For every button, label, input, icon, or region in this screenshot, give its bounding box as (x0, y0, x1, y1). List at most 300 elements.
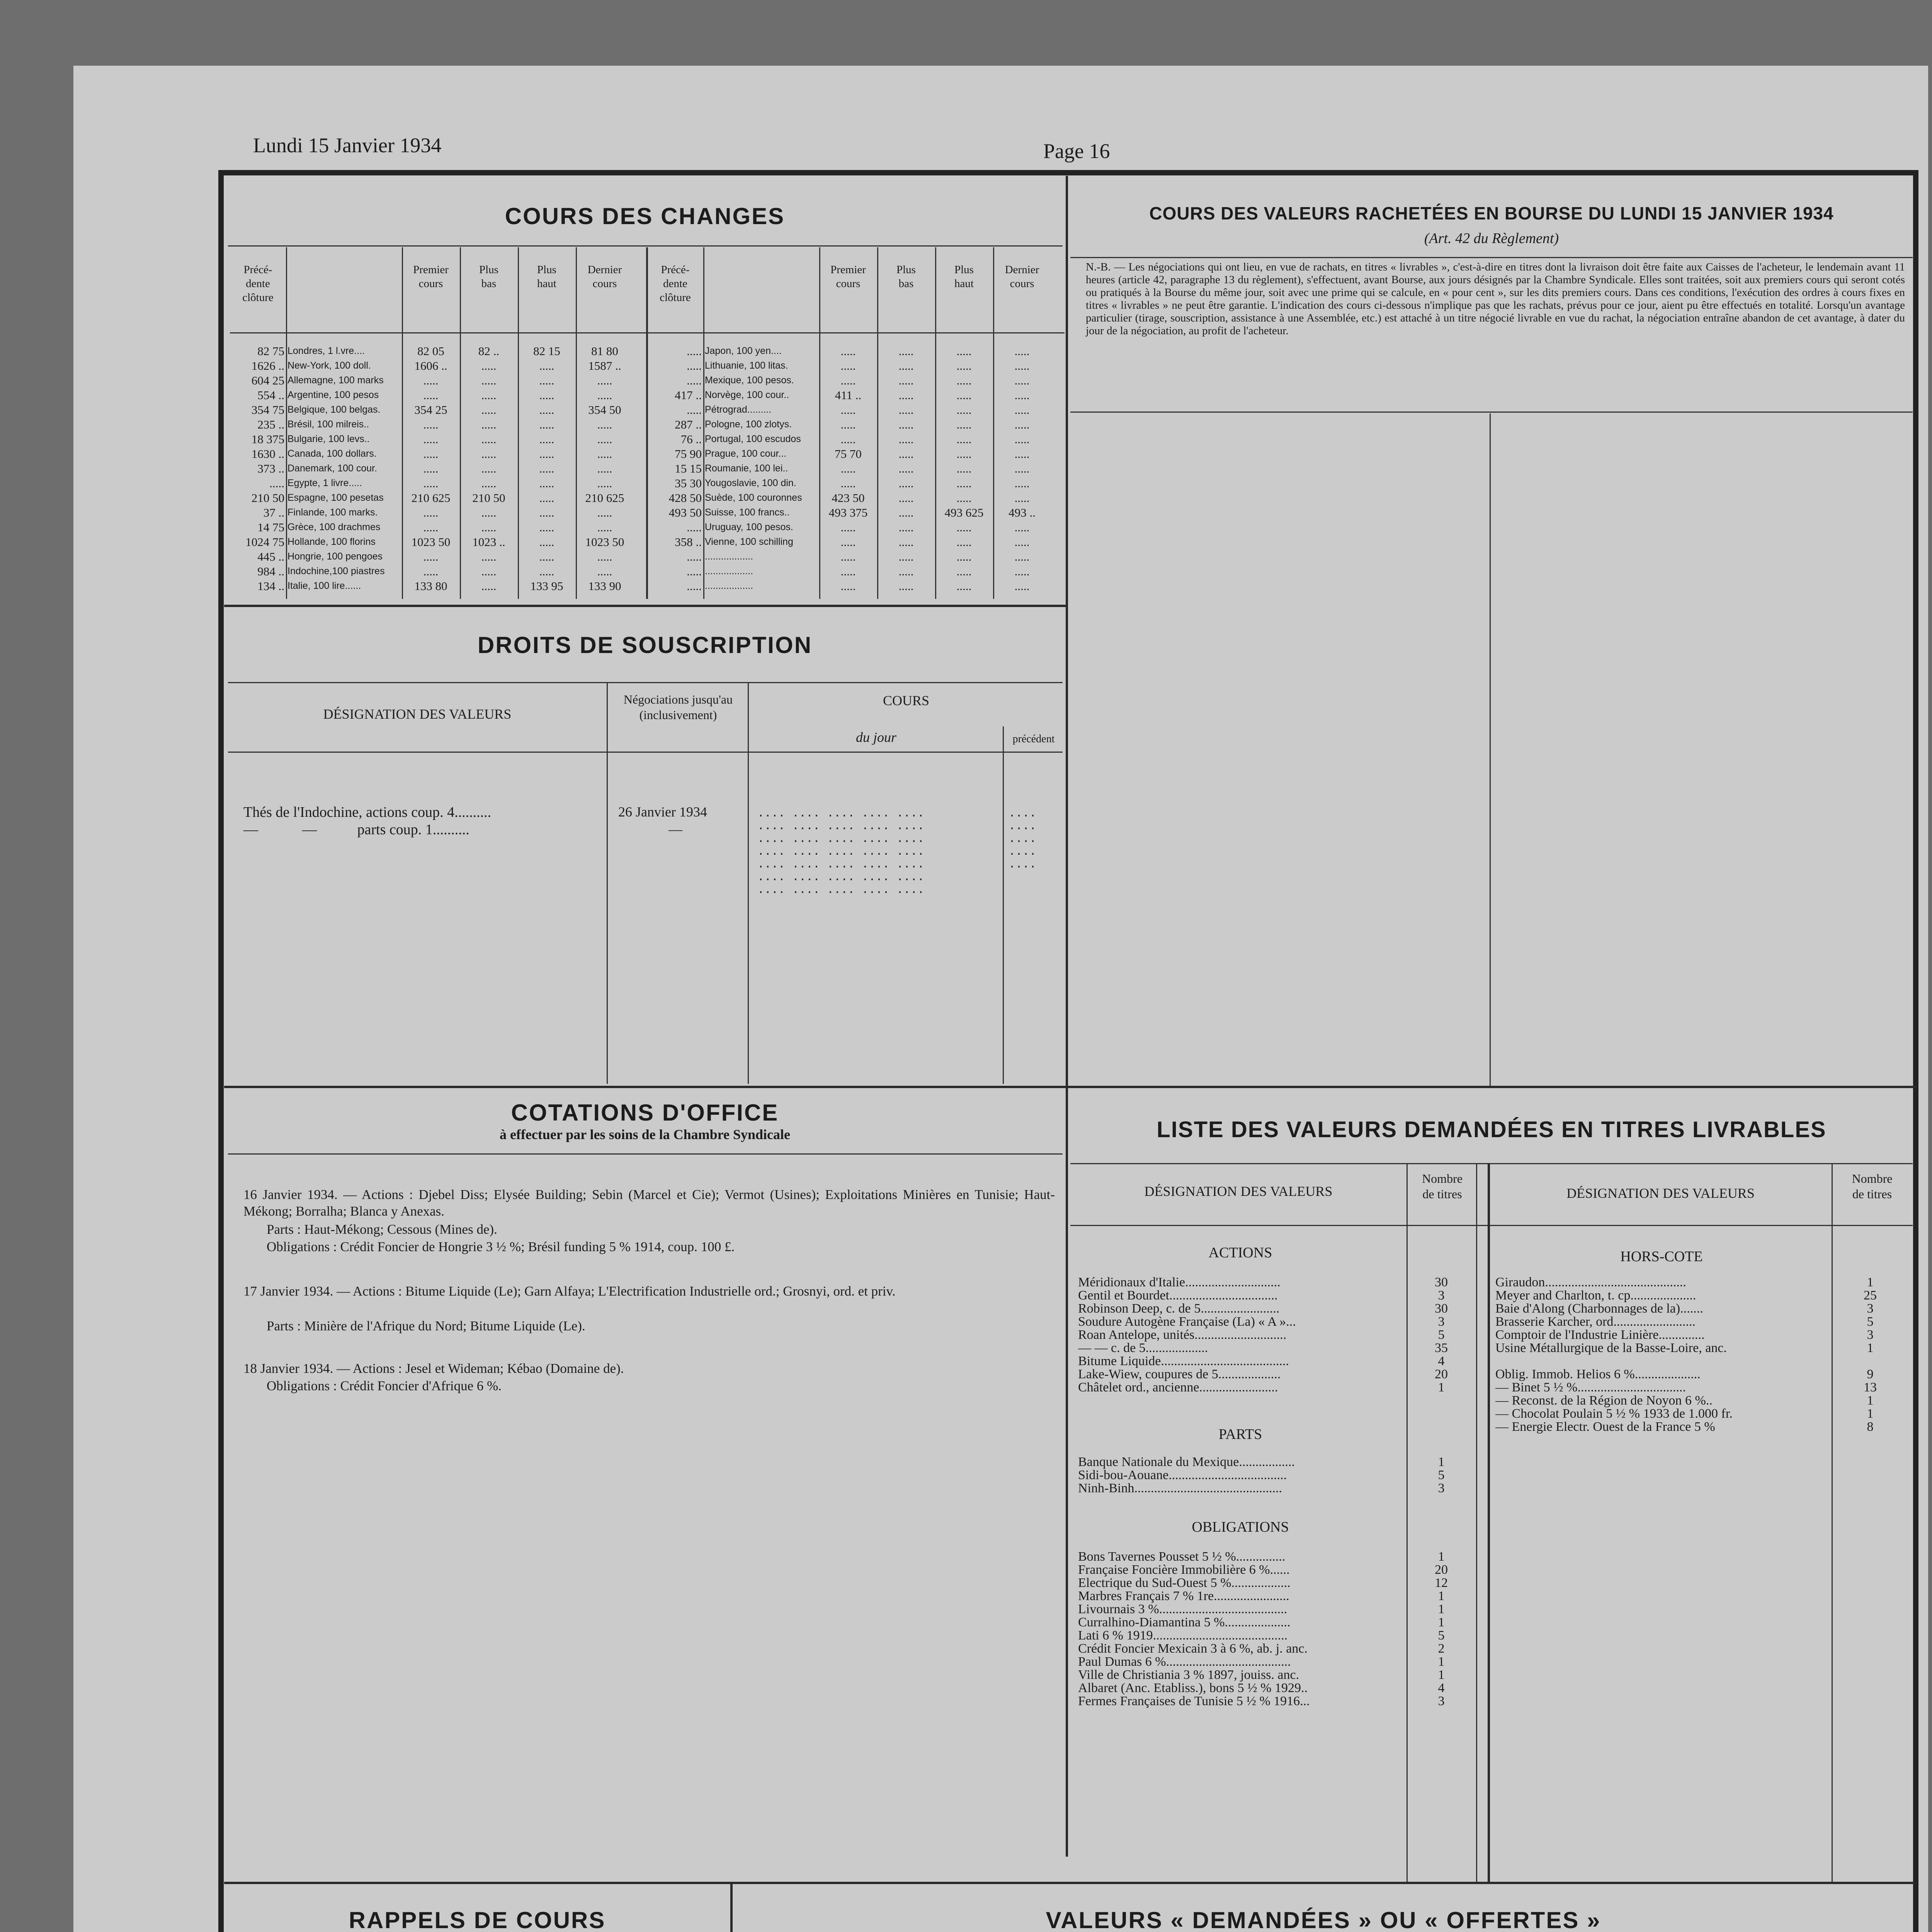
liste-item-name: Brasserie Karcher, ord......................... (1495, 1315, 1696, 1329)
changes-cell: ..... (423, 476, 439, 490)
changes-cell: ..... (956, 579, 972, 593)
changes-cell: ..... (597, 432, 612, 446)
liste-item-count: 4 (1438, 1681, 1445, 1695)
changes-cell: Canada, 100 dollars. (287, 448, 377, 459)
column-divider-bottom (730, 1884, 733, 1932)
changes-mid-line (646, 247, 648, 599)
changes-cell: ..... (539, 447, 554, 461)
changes-cell: 1023 50 (411, 535, 451, 549)
changes-cell: Japon, 100 yen.... (705, 345, 782, 356)
changes-cell: Suisse, 100 francs.. (705, 507, 790, 518)
liste-item-count: 3 (1867, 1301, 1874, 1316)
changes-cell: ..... (840, 565, 856, 578)
changes-cell: 354 75 (251, 403, 284, 417)
cotations-paragraph: 16 Janvier 1934. — Actions : Djebel Diss; Elysée Building; Sebin (Marcel et Cie); Vermot (Usines); Exploitations Minières en Tunisie; Haut-Mékong; Borralha; Blanca y Anexas. (243, 1187, 1055, 1219)
cotations-subtitle: à effectuer par les soins de la Chambre Syndicale (500, 1127, 790, 1142)
droits-date-1: 26 Janvier 1934 (618, 804, 707, 820)
changes-cell: Indochine,100 piastres (287, 566, 385, 577)
changes-cell: ..... (539, 476, 554, 490)
changes-cell: ..... (1014, 418, 1030, 431)
changes-cell: 354 50 (588, 403, 621, 417)
changes-cell: ..... (840, 403, 856, 417)
changes-cell: ..... (481, 359, 497, 372)
changes-cell: ..... (687, 374, 702, 387)
header-date: Lundi 15 Janvier 1934 (253, 134, 442, 157)
liste-item-count: 1 (1867, 1393, 1874, 1408)
changes-cell: ..... (1014, 535, 1030, 549)
changes-cell: Roumanie, 100 lei.. (705, 463, 788, 474)
changes-col-line (703, 247, 704, 599)
changes-cell: Uruguay, 100 pesos. (705, 522, 793, 532)
liste-item-count: 2 (1438, 1641, 1445, 1656)
changes-cell: ..... (956, 359, 972, 372)
offertes-title: VALEURS « DEMANDÉES » OU « OFFERTES » (1046, 1907, 1601, 1932)
changes-cell: ..... (840, 374, 856, 387)
liste-item-name: Livournais 3 %....................................... (1078, 1602, 1287, 1616)
changes-cell: Belgique, 100 belgas. (287, 404, 381, 415)
changes-cell: ..... (898, 359, 914, 372)
liste-item-count: 1 (1438, 1549, 1445, 1564)
liste-item-count: 1 (1867, 1341, 1874, 1355)
changes-cell: 493 50 (668, 506, 702, 519)
changes-cell: ..... (1014, 432, 1030, 446)
droits-col-line-2 (748, 682, 749, 1084)
changes-cell: ..... (597, 374, 612, 387)
changes-cell: Grèce, 100 drachmes (287, 522, 381, 532)
changes-header-cell: Dernier cours (1005, 264, 1039, 290)
changes-cell: 133 80 (414, 579, 447, 593)
changes-cell: ..... (423, 520, 439, 534)
changes-cell: ..... (840, 476, 856, 490)
changes-cell: ..... (539, 359, 554, 372)
changes-cell: ..... (423, 447, 439, 461)
changes-cell: 358 .. (675, 535, 702, 549)
liste-item-name: Soudure Autogène Française (La) « A »... (1078, 1315, 1296, 1329)
liste-item-count: 3 (1438, 1694, 1445, 1708)
liste-item-name: Banque Nationale du Mexique................. (1078, 1455, 1295, 1469)
changes-cell: Prague, 100 cour... (705, 448, 787, 459)
rachetees-rule (1070, 257, 1913, 258)
changes-col-line (935, 247, 936, 599)
changes-cell: ..... (423, 462, 439, 475)
droits-col-line-1 (607, 682, 608, 1084)
liste-col-line-2 (1476, 1163, 1477, 1882)
liste-col-designation-left: DÉSIGNATION DES VALEURS (1144, 1184, 1333, 1199)
changes-cell: ..... (539, 403, 554, 417)
changes-cell: ..... (1014, 447, 1030, 461)
changes-cell: 82 15 (533, 344, 560, 358)
changes-header-cell: Précé- dente clôture (242, 264, 274, 304)
rachetees-note-rule (1070, 412, 1913, 413)
liste-col-designation-right: DÉSIGNATION DES VALEURS (1566, 1185, 1755, 1201)
changes-cell: Bulgarie, 100 levs.. (287, 434, 370, 444)
changes-cell: ..... (597, 388, 612, 402)
changes-cell: ..... (1014, 388, 1030, 402)
liste-item-count: 3 (1438, 1315, 1445, 1329)
changes-header-cell: Précé- dente clôture (660, 264, 691, 304)
droits-col-cours: COURS (883, 693, 930, 708)
droits-row-2: — — parts coup. 1.......... (243, 821, 469, 838)
changes-cell: Suède, 100 couronnes (705, 492, 802, 503)
changes-cell: 493 .. (1009, 506, 1036, 519)
liste-col-nombre-right: Nombre de titres (1852, 1172, 1893, 1201)
changes-cell: 1606 .. (414, 359, 447, 372)
changes-cell: 493 625 (944, 506, 984, 519)
liste-item-count: 3 (1867, 1328, 1874, 1342)
liste-item-name: Crédit Foncier Mexicain 3 à 6 %, ab. j. anc. (1078, 1641, 1308, 1656)
changes-cell: 604 25 (251, 374, 284, 387)
changes-cell: 354 25 (414, 403, 447, 417)
changes-cell: 134 .. (257, 579, 284, 593)
changes-cell: Vienne, 100 schilling (705, 536, 793, 547)
liste-item-count: 5 (1438, 1328, 1445, 1342)
liste-item-count: 1 (1438, 1615, 1445, 1629)
changes-cell: Brésil, 100 milreis.. (287, 419, 369, 430)
changes-cell: 428 50 (668, 491, 702, 505)
changes-rule (228, 245, 1063, 247)
liste-item-name: — — c. de 5................... (1078, 1341, 1208, 1355)
changes-cell: 1024 75 (245, 535, 284, 549)
liste-item-count: 25 (1864, 1288, 1877, 1303)
changes-cell: ..... (481, 506, 497, 519)
changes-cell: ..... (840, 520, 856, 534)
changes-cell: ..... (956, 418, 972, 431)
liste-item-count: 13 (1864, 1380, 1877, 1395)
changes-cell: Argentine, 100 pesos (287, 389, 379, 400)
liste-item-count: 8 (1867, 1420, 1874, 1434)
liste-item-name: Lake-Wiew, coupures de 5................... (1078, 1367, 1281, 1381)
rachetees-note: N.-B. — Les négociations qui ont lieu, en vue de rachats, en titres « livrables », c'est-à-dire en titres dont la livraison doit être faite aux Caisses de l'acheteur, le lendemain avant 11 heures (article 42, paragraphe 13 du règlement), s'effectuent, avant Bourse, aux jours désignés par la Chambre Syndicale. Elles sont traitées, soit aux premiers cours qui seront cotés ou pratiqués à la Bourse du même jour, soit avec une prime qui se calcule, en « pour cent », sur les dits premiers cours. Dans ces conditions, l'exécution des ordres à cours fixes en titres « livrables » ne peut être garantie. L'indication des cours ci-dessous n'implique pas que les rachats, prévus pour ce jour, aient pu être effectués en totalité. Lorsqu'un avantage particulier (tirage, souscription, assistance à une Assemblée, etc.) est attaché à un titre négocié livrable en vue du rachat, la négociation entraîne abandon de cet avantage, à dater du jour de la négociation, au profit de l'acheteur. (1086, 261, 1905, 337)
droits-date-2: — (668, 821, 682, 837)
changes-cell: Espagne, 100 pesetas (287, 492, 384, 503)
changes-cell: ..... (1014, 550, 1030, 563)
liste-item-count: 1 (1867, 1406, 1874, 1421)
changes-cell: 1023 50 (585, 535, 624, 549)
liste-item-count: 5 (1867, 1315, 1874, 1329)
changes-cell: Hongrie, 100 pengoes (287, 551, 383, 562)
changes-cell: ..... (539, 388, 554, 402)
changes-cell: ..... (423, 388, 439, 402)
changes-cell: ..... (539, 374, 554, 387)
changes-cell: ..... (423, 418, 439, 431)
changes-cell: 81 80 (591, 344, 618, 358)
liste-item-count: 5 (1438, 1628, 1445, 1643)
changes-header-cell: Premier cours (413, 264, 449, 290)
changes-cell: ..... (898, 344, 914, 358)
changes-cell: 82 75 (257, 344, 284, 358)
changes-cell: ..... (840, 462, 856, 475)
changes-cell: ..... (423, 565, 439, 578)
changes-cell: 82 05 (417, 344, 444, 358)
changes-cell: Portugal, 100 escudos (705, 434, 801, 444)
changes-cell: 445 .. (257, 550, 284, 563)
liste-item-count: 3 (1438, 1288, 1445, 1303)
liste-col-line-3 (1832, 1163, 1833, 1882)
liste-item-name: Sidi-bou-Aouane.................................... (1078, 1468, 1287, 1482)
changes-col-line (518, 247, 519, 599)
liste-rule-header (1070, 1225, 1913, 1226)
changes-table (230, 247, 1065, 603)
changes-cell: ..... (956, 344, 972, 358)
changes-cell: Hollande, 100 florins (287, 536, 376, 547)
liste-item-name: Robinson Deep, c. de 5........................ (1078, 1301, 1280, 1316)
changes-cell: 75 90 (675, 447, 702, 461)
changes-cell: Allemagne, 100 marks (287, 375, 384, 386)
changes-cell: Pétrograd......... (705, 404, 772, 415)
cotations-paragraph: 17 Janvier 1934. — Actions : Bitume Liquide (Le); Garn Alfaya; L'Electrification Industrielle ord.; Grosnyi, ord. et priv. (243, 1284, 896, 1299)
changes-cell: ..... (539, 491, 554, 505)
changes-cell: ..... (687, 520, 702, 534)
changes-cell: ..... (956, 565, 972, 578)
changes-cell: 235 .. (257, 418, 284, 431)
changes-cell: ..... (481, 462, 497, 475)
changes-cell: ..... (687, 565, 702, 578)
changes-cell: ..... (1014, 520, 1030, 534)
changes-cell: ..... (840, 432, 856, 446)
changes-col-line (819, 247, 820, 599)
liste-item-name: — Energie Electr. Ouest de la France 5 % (1495, 1420, 1715, 1434)
liste-group-label: OBLIGATIONS (1192, 1519, 1289, 1535)
changes-col-line (576, 247, 577, 599)
changes-cell: 1626 .. (251, 359, 284, 372)
changes-cell: ..... (481, 476, 497, 490)
changes-cell: ..... (481, 374, 497, 387)
changes-header-cell: Plus haut (954, 264, 974, 290)
droits-col-du-jour: du jour (855, 730, 896, 745)
changes-cell: 984 .. (257, 565, 284, 578)
rappels-title: RAPPELS DE COURS (349, 1907, 606, 1932)
changes-cell: ..... (687, 359, 702, 372)
changes-cell: 210 625 (411, 491, 451, 505)
liste-item-count: 5 (1438, 1468, 1445, 1482)
liste-item-count: 1 (1438, 1655, 1445, 1669)
liste-item-name: Roan Antelope, unités............................ (1078, 1328, 1287, 1342)
changes-cell: New-York, 100 doll. (287, 360, 371, 371)
changes-cell: ..... (1014, 374, 1030, 387)
changes-col-line (993, 247, 994, 599)
changes-cell: ..... (597, 506, 612, 519)
liste-item-name: — Reconst. de la Région de Noyon 6 %.. (1495, 1393, 1713, 1408)
rachetees-title: COURS DES VALEURS RACHETÉES EN BOURSE DU LUNDI 15 JANVIER 1934 (1149, 203, 1834, 223)
changes-col-line (460, 247, 461, 599)
changes-cell: ..... (687, 579, 702, 593)
changes-cell: 15 15 (675, 462, 702, 475)
changes-bottom-rule (224, 605, 1066, 607)
liste-item-count: 4 (1438, 1354, 1445, 1368)
liste-item-name: Méridionaux d'Italie............................. (1078, 1275, 1281, 1289)
changes-cell: ..... (481, 565, 497, 578)
changes-cell: ..... (269, 476, 284, 490)
liste-item-name: Ninh-Binh............................................. (1078, 1481, 1282, 1495)
changes-cell: ..... (539, 520, 554, 534)
cotations-paragraph: Obligations : Crédit Foncier d'Afrique 6 %. (267, 1378, 502, 1393)
column-divider-top (1066, 176, 1068, 1857)
cotations-rule (228, 1153, 1063, 1155)
section-divider-1 (224, 1086, 1917, 1088)
liste-item-count: 20 (1435, 1563, 1448, 1577)
changes-cell: ..... (956, 520, 972, 534)
changes-cell: ..... (956, 491, 972, 505)
liste-col-nombre-left: Nombre de titres (1422, 1172, 1463, 1201)
changes-cell: ..... (898, 565, 914, 578)
changes-cell: ..... (956, 374, 972, 387)
changes-cell: ..... (597, 462, 612, 475)
changes-cell: ..... (597, 520, 612, 534)
liste-group-label: PARTS (1218, 1426, 1262, 1442)
changes-cell: ..... (539, 506, 554, 519)
liste-item-name: — Binet 5 ½ %................................. (1495, 1380, 1686, 1395)
changes-col-line (402, 247, 403, 599)
changes-cell: ..... (956, 462, 972, 475)
changes-cell: ..... (840, 418, 856, 431)
liste-item-name: Marbres Français 7 % 1re....................... (1078, 1589, 1289, 1603)
changes-cell: ..... (481, 447, 497, 461)
droits-col-line-3 (1003, 726, 1004, 1084)
changes-cell: ..... (956, 447, 972, 461)
changes-header-cell: Plus bas (479, 264, 498, 290)
changes-cell: ..... (898, 447, 914, 461)
changes-cell: ..... (1014, 359, 1030, 372)
liste-item-count: 1 (1438, 1602, 1445, 1616)
liste-item-name: Giraudon........................................... (1495, 1275, 1686, 1289)
changes-header-cell: Plus haut (537, 264, 556, 290)
liste-item-name: Ville de Christiania 3 % 1897, jouiss. anc. (1078, 1668, 1299, 1682)
changes-cell: ..... (1014, 462, 1030, 475)
changes-cell: ..... (956, 535, 972, 549)
changes-cell: ..... (956, 476, 972, 490)
changes-cell: 76 .. (680, 432, 702, 446)
changes-cell: ..... (539, 535, 554, 549)
changes-cell: 35 30 (675, 476, 702, 490)
liste-item-name: Oblig. Immob. Helios 6 %.................... (1495, 1367, 1701, 1381)
changes-cell: ..... (539, 565, 554, 578)
changes-cell: ..... (898, 403, 914, 417)
changes-cell: ..... (481, 550, 497, 563)
changes-cell: 1023 .. (472, 535, 505, 549)
changes-cell: 287 .. (675, 418, 702, 431)
droits-col-designation: DÉSIGNATION DES VALEURS (323, 706, 512, 722)
changes-cell: ..... (898, 520, 914, 534)
changes-cell: 493 375 (828, 506, 868, 519)
changes-cell: ..... (539, 418, 554, 431)
changes-cell: ..... (481, 388, 497, 402)
changes-cell: ..... (423, 550, 439, 563)
liste-item-name: Meyer and Charlton, t. cp.................... (1495, 1288, 1696, 1303)
changes-cell: ..... (898, 506, 914, 519)
changes-cell: ..... (481, 403, 497, 417)
changes-cell: Italie, 100 lire...... (287, 580, 361, 591)
liste-group-label: ACTIONS (1208, 1245, 1272, 1261)
changes-cell: Yougoslavie, 100 din. (705, 478, 796, 488)
droits-row-1: Thés de l'Indochine, actions coup. 4.......... (243, 804, 492, 820)
liste-item-name: Gentil et Bourdet................................. (1078, 1288, 1278, 1303)
changes-cell: ..... (687, 403, 702, 417)
changes-cell: 210 50 (251, 491, 284, 505)
liste-item-name: Bitume Liquide....................................... (1078, 1354, 1289, 1368)
changes-col-line (286, 247, 287, 599)
cotations-paragraph: Parts : Minière de l'Afrique du Nord; Bitume Liquide (Le). (267, 1318, 585, 1333)
liste-item-count: 1 (1438, 1589, 1445, 1603)
liste-item-count: 20 (1435, 1367, 1448, 1381)
cotations-paragraph: Obligations : Crédit Foncier de Hongrie 3 ½ %; Brésil funding 5 % 1914, coup. 100 £. (267, 1239, 735, 1254)
droits-title: DROITS DE SOUSCRIPTION (477, 632, 813, 658)
liste-item-name: Fermes Françaises de Tunisie 5 ½ % 1916... (1078, 1694, 1310, 1708)
changes-cell: ..... (898, 579, 914, 593)
droits-dotted-values: .... .... .... .... .... .... .... .... .... .... .... .... .... .... .... .... .... .... .... .... .... .... .... .... .... .... .... .... .... .... .... .... .... .... .... (757, 807, 925, 897)
changes-cell: ..... (481, 579, 497, 593)
changes-cell: ..... (539, 462, 554, 475)
liste-item-count: 30 (1435, 1275, 1448, 1289)
changes-cell: 133 95 (530, 579, 563, 593)
liste-item-name: Comptoir de l'Industrie Linière.............. (1495, 1328, 1705, 1342)
droits-rule (228, 682, 1063, 683)
liste-item-count: 3 (1438, 1481, 1445, 1495)
liste-col-line-1 (1406, 1163, 1408, 1882)
changes-cell: ..... (481, 520, 497, 534)
changes-cell: Finlande, 100 marks. (287, 507, 378, 518)
section-divider-2 (224, 1882, 1917, 1884)
changes-cell: ..... (597, 565, 612, 578)
changes-header-cell: Premier cours (830, 264, 866, 290)
changes-cell: ..... (1014, 491, 1030, 505)
rachetees-col-line (1490, 413, 1491, 1086)
liste-item-count: 1 (1438, 1668, 1445, 1682)
liste-item-count: 1 (1867, 1275, 1874, 1289)
liste-item-count: 9 (1867, 1367, 1874, 1381)
changes-cell: ..... (840, 550, 856, 563)
changes-cell: ..... (687, 550, 702, 563)
changes-cell: ..... (898, 535, 914, 549)
liste-item-name: Curralhino-Diamantina 5 %.................... (1078, 1615, 1291, 1629)
changes-header-cell: Plus bas (896, 264, 916, 290)
changes-cell: .................. (705, 580, 753, 591)
liste-title: LISTE DES VALEURS DEMANDÉES EN TITRES LIVRABLES (1156, 1117, 1827, 1142)
changes-cell: 37 .. (263, 506, 284, 519)
liste-item-count: 12 (1435, 1576, 1448, 1590)
liste-col-divider (1488, 1163, 1490, 1882)
changes-cell: Norvège, 100 cour.. (705, 389, 789, 400)
changes-cell: ..... (539, 550, 554, 563)
changes-cell: 417 .. (675, 388, 702, 402)
changes-cell: 554 .. (257, 388, 284, 402)
changes-cell: ..... (898, 432, 914, 446)
changes-header-rule (230, 332, 1065, 333)
liste-item-name: Baie d'Along (Charbonnages de la)....... (1495, 1301, 1703, 1316)
changes-header-cell: Dernier cours (587, 264, 622, 290)
liste-item-name: — Chocolat Poulain 5 ½ % 1933 de 1.000 fr. (1495, 1406, 1733, 1421)
changes-cell: ..... (597, 418, 612, 431)
changes-cell: ..... (481, 432, 497, 446)
liste-item-count: 1 (1438, 1455, 1445, 1469)
liste-item-name: Française Foncière Immobilière 6 %...... (1078, 1563, 1290, 1577)
changes-cell: Mexique, 100 pesos. (705, 375, 794, 386)
changes-cell: ..... (481, 418, 497, 431)
changes-cell: ..... (539, 432, 554, 446)
changes-cell: ..... (840, 579, 856, 593)
liste-item-name: Lati 6 % 1919......................................... (1078, 1628, 1288, 1643)
changes-cell: ..... (898, 388, 914, 402)
changes-cell: 1587 .. (588, 359, 621, 372)
changes-cell: ..... (1014, 344, 1030, 358)
changes-cell: 82 .. (478, 344, 500, 358)
changes-cell: ..... (687, 344, 702, 358)
rachetees-subtitle: (Art. 42 du Règlement) (1424, 230, 1559, 247)
changes-cell: ..... (956, 388, 972, 402)
changes-cell: .................. (705, 566, 753, 577)
liste-item-name: Paul Dumas 6 %...................................... (1078, 1655, 1291, 1669)
changes-cell: 210 50 (472, 491, 505, 505)
changes-cell: Lithuanie, 100 litas. (705, 360, 788, 371)
